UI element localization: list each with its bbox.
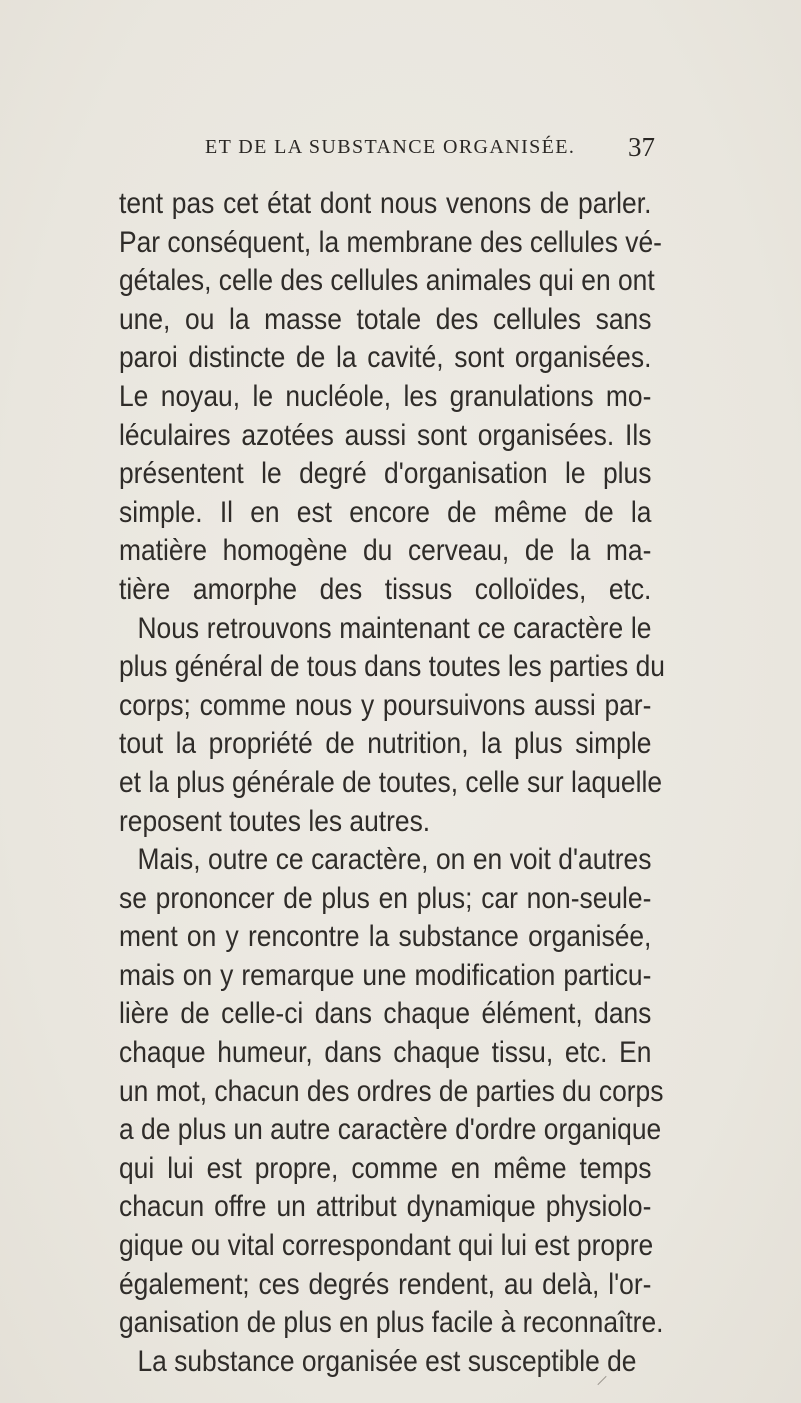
text-line: mais on y remarque une modification particu- — [119, 958, 652, 992]
text-line: Nous retrouvons maintenant ce caractère le — [137, 611, 652, 645]
text-line: lière de celle-ci dans chaque élément, dans — [119, 997, 652, 1031]
text-line: se prononcer de plus en plus; car non-seule- — [119, 881, 652, 915]
running-title: ET DE LA SUBSTANCE ORGANISÉE. — [205, 136, 576, 158]
text-line: et la plus générale de toutes, celle sur laquelle — [119, 765, 663, 799]
text-line: simple. Il en est encore de même de la — [119, 495, 652, 529]
text-line: La substance organisée est susceptible de — [137, 1344, 637, 1378]
text-line: ganisation de plus en plus facile à reconnaître. — [119, 1306, 664, 1340]
text-line: Par conséquent, la membrane des cellules vé- — [119, 225, 662, 259]
text-line: tout la propriété de nutrition, la plus simple — [119, 727, 652, 761]
text-line: léculaires azotées aussi sont organisées. Ils — [119, 418, 652, 452]
text-line: qui lui est propre, comme en même temps — [119, 1151, 652, 1185]
text-line: également; ces degrés rendent, au delà, l'or- — [119, 1267, 652, 1301]
text-line: une, ou la masse totale des cellules sans — [119, 302, 652, 336]
text-line: matière homogène du cerveau, de la ma- — [119, 534, 652, 568]
text-line: Le noyau, le nucléole, les granulations mo- — [119, 379, 652, 413]
page-number: 37 — [628, 132, 655, 162]
text-line: gique ou vital correspondant qui lui est propre — [119, 1229, 654, 1263]
body-text — [119, 185, 665, 1381]
text-line: tent pas cet état dont nous venons de parler. — [119, 187, 652, 220]
text-line: chaque humeur, dans chaque tissu, etc. En — [119, 1036, 652, 1070]
text-line: gétales, celle des cellules animales qui en ont — [119, 264, 655, 298]
text-line: chacun offre un attribut dynamique physiolo- — [119, 1190, 652, 1224]
text-line: a de plus un autre caractère d'ordre organique — [119, 1113, 662, 1147]
text-line: paroi distincte de la cavité, sont organisées. — [119, 341, 652, 375]
text-line: présentent le degré d'organisation le plus — [119, 457, 652, 491]
text-line: corps; comme nous y poursuivons aussi par- — [119, 688, 652, 722]
text-line: Mais, outre ce caractère, on en voit d'autres — [137, 843, 652, 877]
text-line: plus général de tous dans toutes les parties du — [119, 650, 665, 684]
text-line: reposent toutes les autres. — [119, 804, 431, 838]
page-header — [205, 132, 655, 166]
text-line: tière amorphe des tissus colloïdes, etc. — [119, 572, 652, 606]
text-line: ment on y rencontre la substance organisée, — [119, 920, 652, 954]
text-line: un mot, chacun des ordres de parties du corps — [119, 1074, 664, 1108]
